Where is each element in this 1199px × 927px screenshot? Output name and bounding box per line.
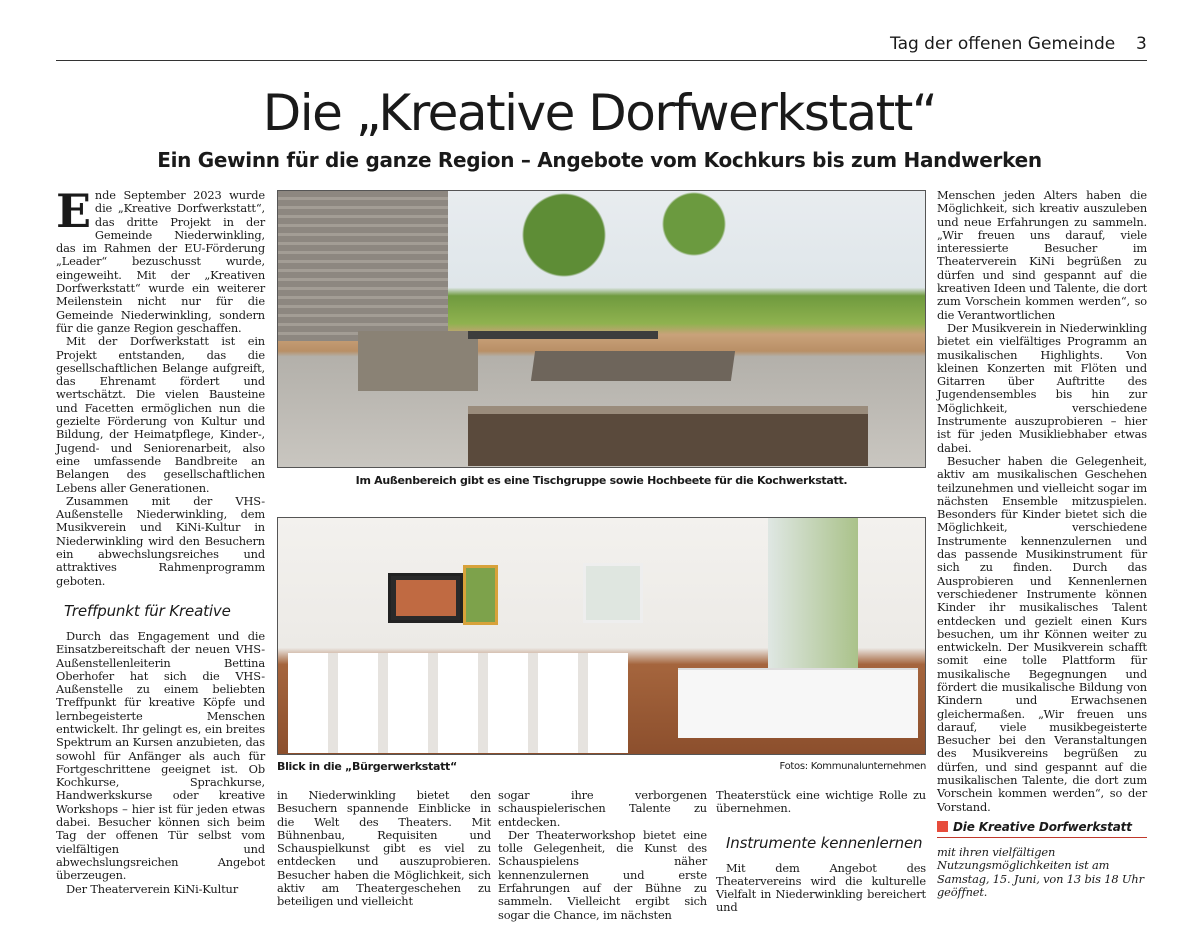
lead-paragraph: Ende September 2023 wurde die „Kreative Dorfwerkstatt“, das dritte Projekt in der Gemeinde Niederwinkling, das im Rahmen der EU-Förderung „Leader“ bezuschusst wurde, eingeweiht. Mit der „Kreativen Dorfwerkstatt“ wurde ein weiterer Meilenstein nicht nur für die Gemeinde Niederwinkling, sondern für die ganze Region geschaffen.: [56, 184, 265, 335]
column-2: [277, 789, 491, 909]
paragraph: in Niederwinkling bietet den Besuchern spannende Einblicke in die Welt des Theaters. Mit Bühnenbau, Requisiten und Schauspielkunst gibt es viel zu entdecken und auszuprobieren. Besucher haben die Möglichkeit, sich aktiv am Theatergeschehen zu beteiligen und vielleicht: [277, 788, 491, 909]
paragraph: Menschen jeden Alters haben die Möglichkeit, sich kreativ auszuleben und neue Erfahrungen zu sammeln. „Wir freuen uns darauf, viele interessierte Besucher im Theaterverein KiNi begrüßen zu dürfen und sind gespannt auf die kreativen Ideen und Talente, die dort zum Vorschein kommen werden“, so die Verantwortlichen: [937, 188, 1147, 322]
info-box-heading: Die Kreative Dorfwerkstatt: [937, 820, 1147, 838]
drop-cap: E: [56, 184, 91, 238]
subheadline: Ein Gewinn für die ganze Region – Angebote vom Kochkurs bis zum Handwerken: [157, 148, 1042, 172]
paragraph: Mit dem Angebot des Theatervereins wird die kulturelle Vielfalt in Niederwinkling bereichert und: [716, 860, 926, 915]
paragraph: Durch das Engagement und die Einsatzbereitschaft der neuen VHS-Außenstellenleiterin Bettina Oberhofer hat sich die VHS-Außenstelle zu einem beliebten Treffpunkt für kreative Köpfe und lernbegeisterte Menschen entwickelt. Ihr gelingt es, ein breites Spektrum an Kursen anzubieten, das sowohl für Anfänger als auch für Fortgeschrittene geeignet ist. Ob Kochkurse, Sprachkurse, Handwerkskurse oder kreative Workshops – hier ist für jeden etwas dabei. Besucher können sich beim Tag der offenen Tür selbst vom vielfältigen und abwechslungsreichen Angebot überzeugen.: [56, 628, 265, 883]
photo-buergerwerkstatt: [277, 517, 926, 755]
paragraph: Mit der Dorfwerkstatt ist ein Projekt entstanden, das die gesellschaftlichen Belange aufgreift, das Ehrenamt fördert und wertschätzt. Die vielen Bausteine und Facetten ermöglichen nun die gezielte Förderung von Kultur und Bildung, der Heimatpflege, Kinder-, Jugend- und Seniorenarbeit, also eine umfassende Bandbreite an Belangen des gesellschaftlichen Lebens aller Generationen.: [56, 334, 265, 495]
paragraph: Zusammen mit der VHS-Außenstelle Niederwinkling, dem Musikverein und KiNi-Kultur in Niederwinkling wird den Besuchern ein abwechslungsreiches und attraktives Rahmenprogramm geboten.: [56, 493, 265, 588]
paragraph: Theaterstück eine wichtige Rolle zu übernehmen.: [716, 788, 926, 816]
paragraph: Besucher haben die Gelegenheit, aktiv am musikalischen Geschehen teilzunehmen und vielleicht sogar im nächsten Ensemble mitzuspielen. Besonders für Kinder bietet sich die Möglichkeit, verschiedene Instrumente kennenzulernen und das passende Musikinstrument für sich zu finden. Durch das Ausprobieren und Kennenlernen verschiedener Instrumente können Kinder ihr musikalisches Talent entdecken und gezielt einen Kurs besuchen, um ihr Können weiter zu entwickeln. Der Musikverein schafft somit eine tolle Plattform für musikalische Begegnungen und fördert die musikalische Bildung von Kindern und Erwachsenen gleichermaßen. „Wir freuen uns darauf, viele musikbegeisterte Besucher bei den Veranstaltungen des Musikvereins begrüßen zu dürfen, und sind gespannt auf die musikalischen Talente, die dort zum Vorschein kommen werden“, so der Vorstand.: [937, 453, 1147, 814]
photo-caption: Im Außenbereich gibt es eine Tischgruppe sowie Hochbeete für die Kochwerkstatt.: [355, 474, 848, 487]
section-title: Tag der offenen Gemeinde: [890, 34, 1116, 54]
section-heading: Instrumente kennenlernen: [726, 833, 923, 852]
photo-outdoor-area: [277, 190, 926, 468]
info-box-text: mit ihren vielfältigen Nutzungsmöglichkeiten ist am Samstag, 15. Juni, von 13 bis 18 Uhr geöffnet.: [937, 844, 1144, 899]
header-rule: [56, 60, 1147, 61]
paragraph: sogar ihre verborgenen schauspielerischen Talente zu entdecken.: [498, 788, 707, 829]
paragraph: Der Theaterverein KiNi-Kultur: [66, 881, 238, 896]
column-4: [716, 789, 926, 915]
column-5: [937, 189, 1147, 899]
photo-caption: Blick in die „Bürgerwerkstatt“: [277, 760, 457, 773]
page-number: 3: [1136, 34, 1147, 54]
column-3: [498, 789, 707, 922]
column-1: [56, 184, 265, 896]
section-heading: Treffpunkt für Kreative: [64, 601, 231, 620]
red-square-icon: [937, 821, 948, 832]
headline: Die „Kreative Dorfwerkstatt“: [262, 84, 937, 142]
paragraph: Der Musikverein in Niederwinkling bietet ein vielfältiges Programm an musikalischen Highlights. Von kleinen Konzerten mit Flöten und Gitarren über Auftritte des Jugendensembles bis hin zur Möglichkeit, verschiedene Instrumente auszuprobieren – hier ist für jeden Musikliebhaber etwas dabei.: [937, 320, 1147, 455]
photo-credit: Fotos: Kommunalunternehmen: [779, 761, 926, 772]
paragraph: Der Theaterworkshop bietet eine tolle Gelegenheit, die Kunst des Schauspielens näher kennenzulernen und erste Erfahrungen auf der Bühne zu sammeln. Vielleicht ergibt sich sogar die Chance, im nächsten: [498, 827, 707, 922]
